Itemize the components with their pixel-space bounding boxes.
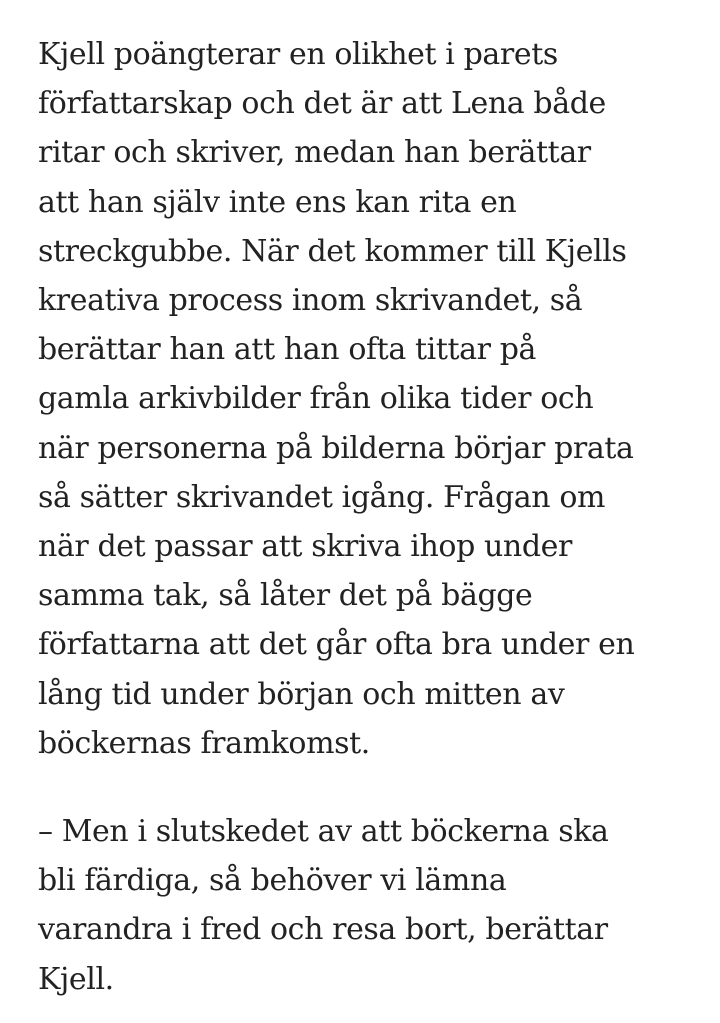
article-body [38, 30, 698, 1004]
paragraph-line: att han själv inte ens kan rita en [38, 184, 517, 220]
quote-line: Kjell. [38, 961, 114, 997]
paragraph-line: gamla arkivbilder från olika tider och [38, 381, 594, 417]
paragraph-line: ritar och skriver, medan han berättar [38, 135, 591, 171]
paragraph-line: så sätter skrivandet igång. Frågan om [38, 479, 606, 515]
quote-line: – Men i slutskedet av att böckerna ska [38, 814, 609, 850]
paragraph-line: när personerna på bilderna börjar prata [38, 430, 634, 466]
paragraph-line: författarna att det går ofta bra under en [38, 627, 635, 663]
paragraph-line: lång tid under början och mitten av [38, 676, 565, 712]
paragraph-line: när det passar att skriva ihop under [38, 529, 572, 565]
paragraph-line: samma tak, så låter det på bägge [38, 578, 533, 614]
quote-line: bli färdiga, så behöver vi lämna [38, 863, 507, 899]
paragraph-line: böckernas framkomst. [38, 725, 370, 761]
paragraph-line: streckgubbe. När det kommer till Kjells [38, 233, 627, 269]
article-paragraph-1 [38, 30, 698, 768]
paragraph-line: kreativa process inom skrivandet, så [38, 283, 583, 319]
paragraph-line: Kjell poängterar en olikhet i parets [38, 37, 558, 72]
paragraph-line: författarskap och det är att Lena både [38, 86, 606, 122]
quote-line: varandra i fred och resa bort, berättar [38, 912, 608, 948]
paragraph-line: berättar han att han ofta tittar på [38, 332, 536, 368]
article-paragraph-2 [38, 807, 698, 1004]
